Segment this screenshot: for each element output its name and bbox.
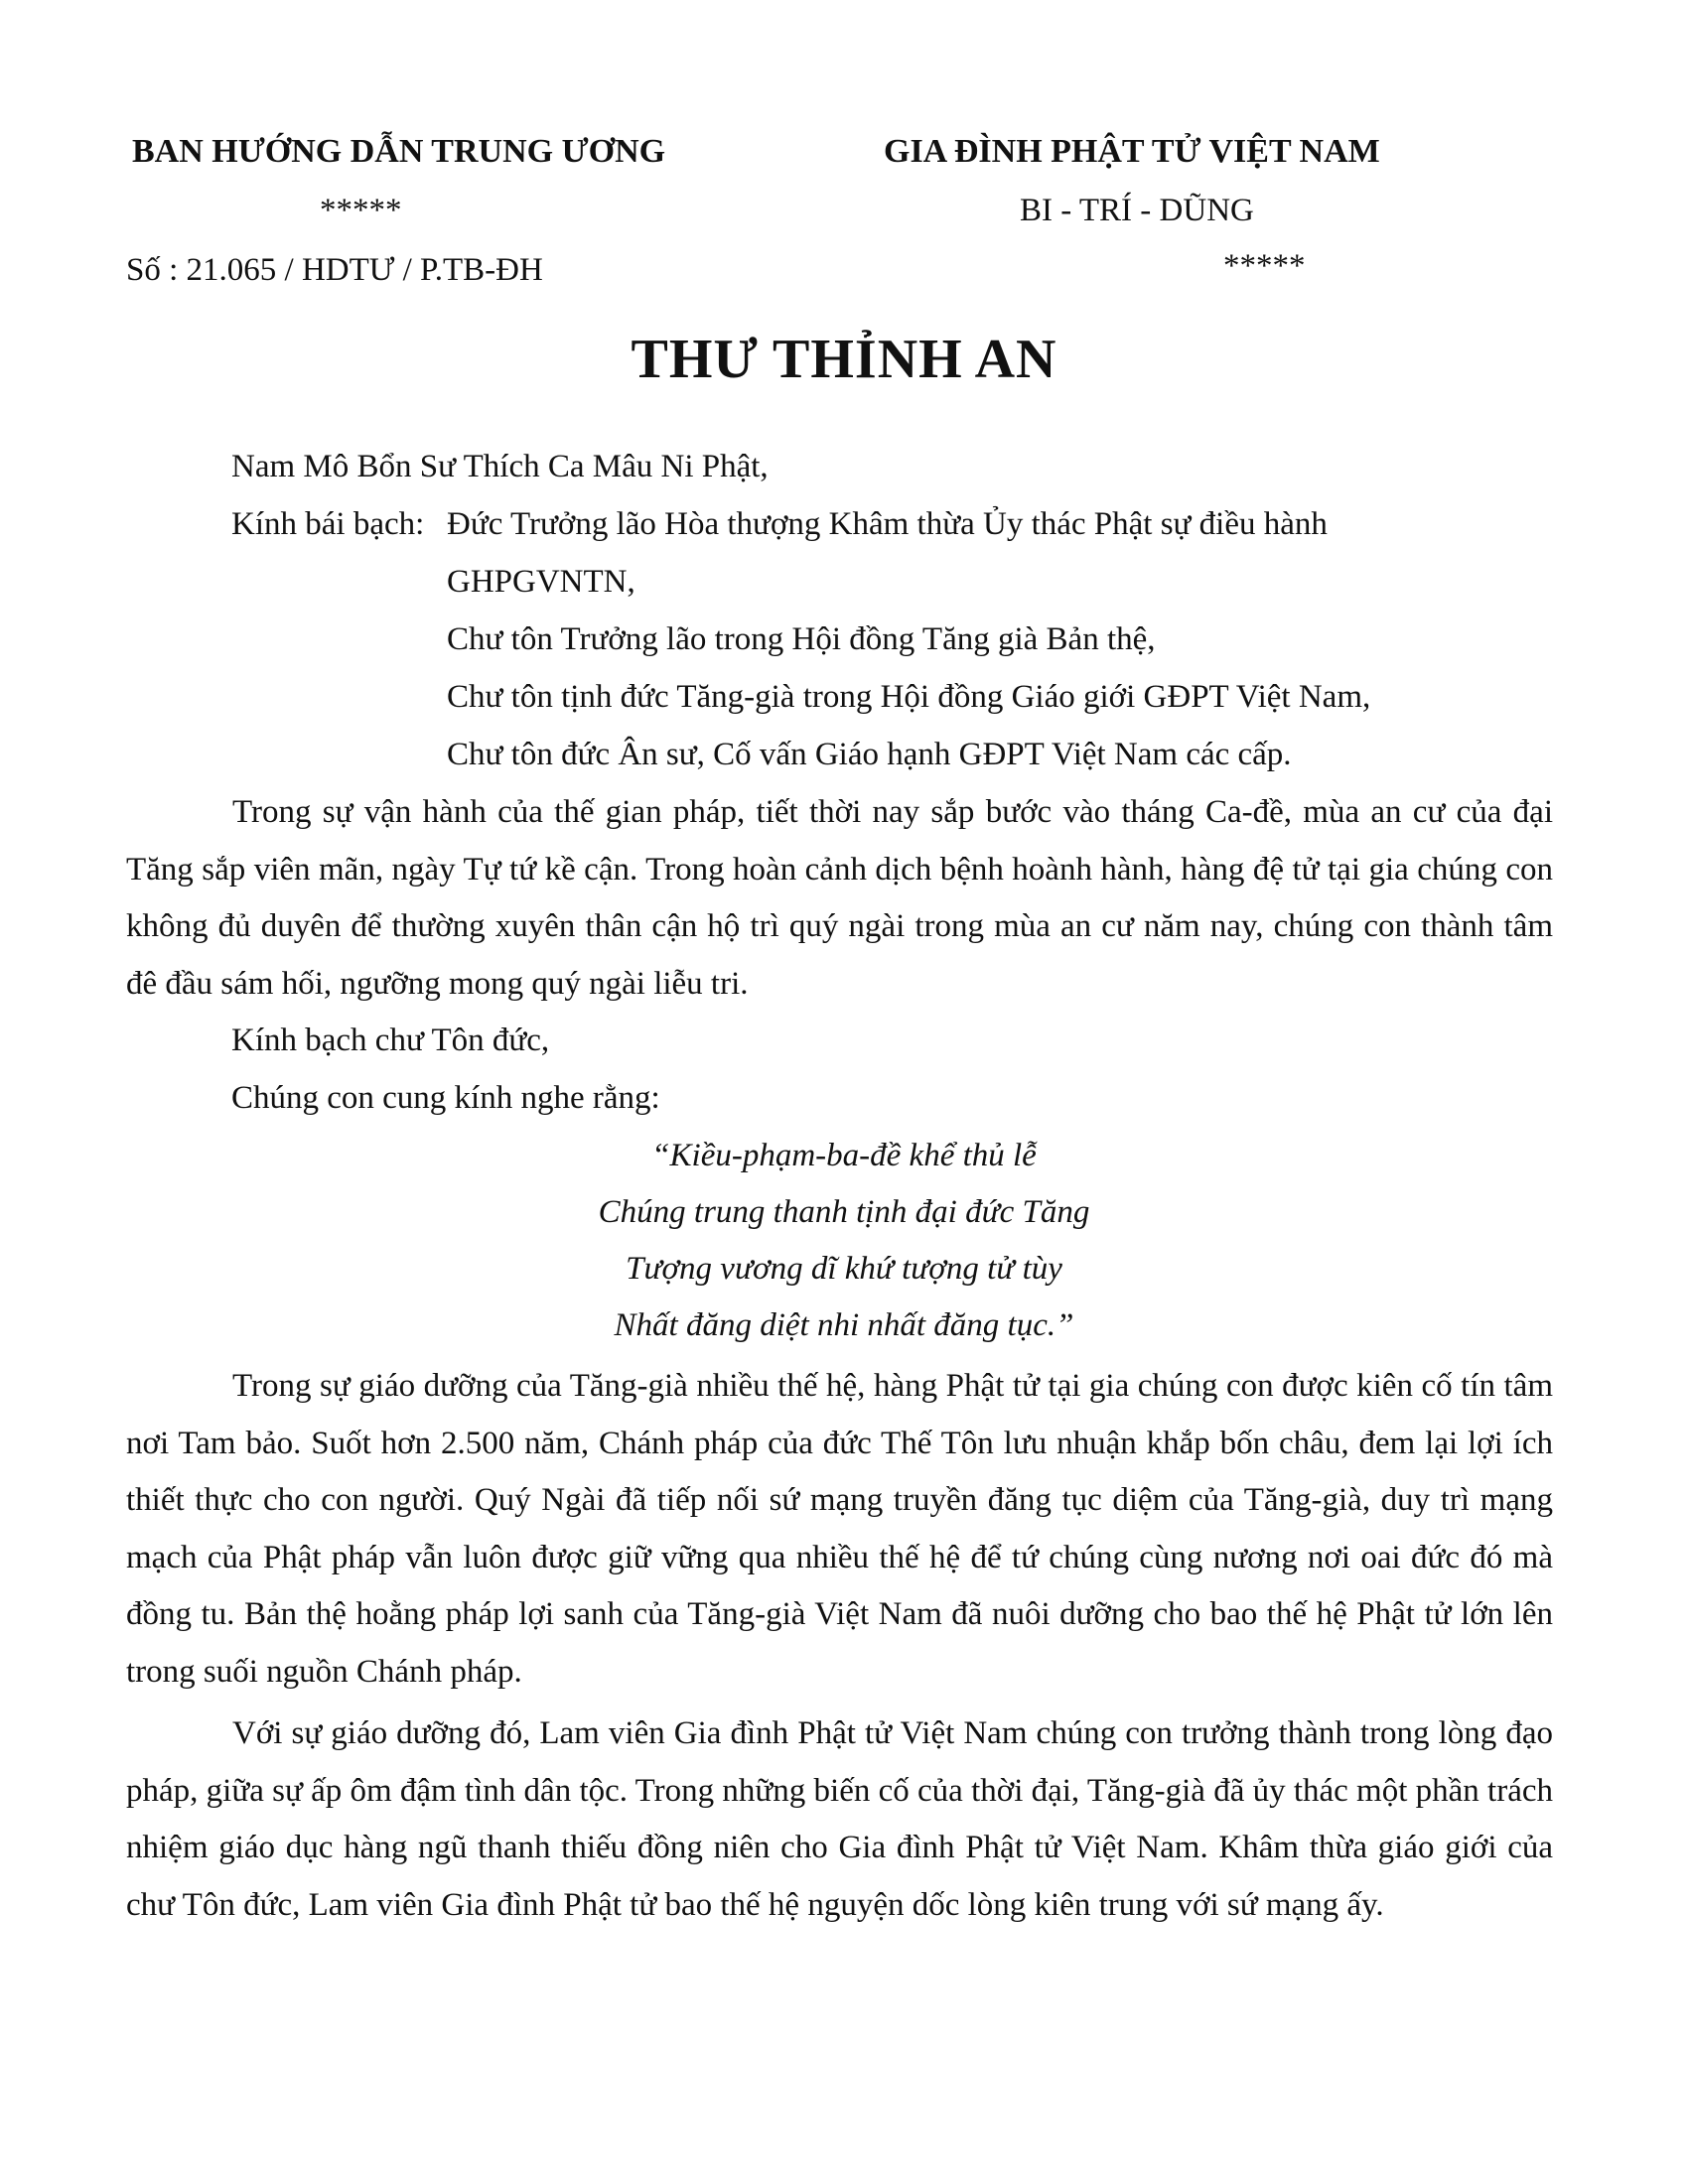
body-paragraph bbox=[126, 784, 1553, 1013]
verse-line: Nhất đăng diệt nhi nhất đăng tục.” bbox=[614, 1307, 1074, 1343]
addressee-line: GHPGVNTN, bbox=[447, 564, 635, 600]
right-organization-name: GIA ĐÌNH PHẬT TỬ VIỆT NAM bbox=[884, 133, 1380, 170]
left-stars-divider: ***** bbox=[320, 193, 402, 228]
motto: BI - TRÍ - DŨNG bbox=[1020, 193, 1254, 228]
verse-line: Chúng trung thanh tịnh đại đức Tăng bbox=[598, 1194, 1090, 1230]
verse-line: Tượng vương dĩ khứ tượng tử tùy bbox=[626, 1251, 1062, 1287]
right-stars-divider: ***** bbox=[1223, 248, 1306, 284]
addressee-line: Chư tôn Trưởng lão trong Hội đồng Tăng già Bản thệ, bbox=[447, 621, 1156, 657]
invocation-line: Nam Mô Bổn Sư Thích Ca Mâu Ni Phật, bbox=[231, 449, 769, 484]
body-paragraph bbox=[126, 1358, 1553, 1701]
salutation-prefix: Kính bái bạch: bbox=[231, 506, 425, 542]
addressee-line: Chư tôn tịnh đức Tăng-già trong Hội đồng Giáo giới GĐPT Việt Nam, bbox=[447, 679, 1371, 715]
body-paragraph bbox=[126, 1706, 1553, 1934]
intro-line: Chúng con cung kính nghe rằng: bbox=[231, 1080, 660, 1116]
paragraph-text: Trong sự giáo dưỡng của Tăng-già nhiều thế hệ, hàng Phật tử tại gia chúng con được kiên cố tín tâm nơi Tam bảo. Suốt hơn 2.500 năm, Chánh pháp của đức Thế Tôn lưu nhuận khắp bốn châu, đem lại lợi ích thiết thực cho con người. Quý Ngài đã tiếp nối sứ mạng truyền đăng tục diệm của Tăng-già, duy trì mạng mạch của Phật pháp vẫn luôn được giữ vững qua nhiều thế hệ để tứ chúng cùng nương nơi oai đức đó mà đồng tu. Bản thệ hoằng pháp lợi sanh của Tăng-già Việt Nam đã nuôi dưỡng cho bao thế hệ Phật tử lớn lên trong suối nguồn Chánh pháp. bbox=[126, 1368, 1553, 1690]
verse-line: “Kiều-phạm-ba-đề khể thủ lễ bbox=[651, 1138, 1037, 1173]
verse-block bbox=[397, 1128, 1291, 1354]
letter-title: THƯ THỈNH AN bbox=[631, 329, 1057, 390]
address-line: Kính bạch chư Tôn đức, bbox=[231, 1023, 550, 1058]
paragraph-text: Với sự giáo dưỡng đó, Lam viên Gia đình Phật tử Việt Nam chúng con trưởng thành trong lòng đạo pháp, giữa sự ấp ôm đậm tình dân tộc. Trong những biến cố của thời đại, Tăng-già đã ủy thác một phần trách nhiệm giáo dục hàng ngũ thanh thiếu đồng niên cho Gia đình Phật tử Việt Nam. Khâm thừa giáo giới của chư Tôn đức, Lam viên Gia đình Phật tử bao thế hệ nguyện dốc lòng kiên trung với sứ mạng ấy. bbox=[126, 1715, 1553, 1923]
paragraph-text: Trong sự vận hành của thế gian pháp, tiết thời nay sắp bước vào tháng Ca-đề, mùa an cư của đại Tăng sắp viên mãn, ngày Tự tứ kề cận. Trong hoàn cảnh dịch bệnh hoành hành, hàng đệ tử tại gia chúng con không đủ duyên để thường xuyên thân cận hộ trì quý ngài trong mùa an cư năm nay, chúng con thành tâm đê đầu sám hối, ngưỡng mong quý ngài liễu tri. bbox=[126, 794, 1553, 1002]
addressee-line: Đức Trưởng lão Hòa thượng Khâm thừa Ủy thác Phật sự điều hành bbox=[447, 506, 1328, 542]
document-number: Số : 21.065 / HDTƯ / P.TB-ĐH bbox=[126, 252, 543, 288]
addressee-line: Chư tôn đức Ân sư, Cố vấn Giáo hạnh GĐPT Việt Nam các cấp. bbox=[447, 737, 1292, 772]
left-organization-name: BAN HƯỚNG DẪN TRUNG ƯƠNG bbox=[132, 133, 666, 170]
